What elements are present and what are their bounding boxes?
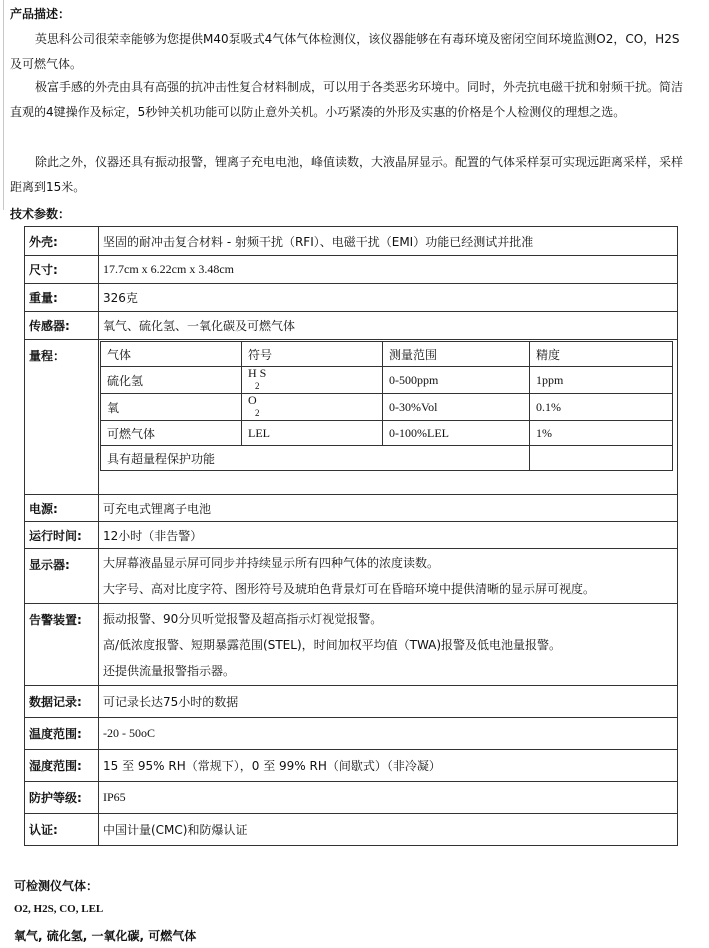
range-header: 精度 bbox=[530, 342, 673, 367]
spec-label: 外壳: bbox=[25, 227, 99, 256]
gas-names: 氧气, 硫化氢, 一氧化碳, 可燃气体 bbox=[14, 929, 197, 943]
spec-value: 坚固的耐冲击复合材料 - 射频干扰（RFI）、电磁干扰（EMI）功能已经测试并批准 bbox=[99, 227, 678, 256]
spec-label: 量程： bbox=[25, 340, 99, 495]
range-row bbox=[101, 394, 673, 421]
alarm-line: 振动报警、90分贝听觉报警及超高指示灯视觉报警。 bbox=[103, 611, 383, 626]
spec-row-protection bbox=[25, 782, 678, 814]
spec-value: 中国计量(CMC)和防爆认证 bbox=[99, 814, 678, 846]
range-row bbox=[101, 367, 673, 394]
spec-table bbox=[24, 226, 678, 846]
spec-label: 重量: bbox=[25, 284, 99, 312]
spec-label: 显示器: bbox=[25, 549, 99, 604]
product-description-heading: 产品描述： bbox=[10, 7, 71, 21]
spec-label: 温度范围: bbox=[25, 718, 99, 750]
spec-label: 尺寸: bbox=[25, 256, 99, 284]
range-accuracy: 1ppm bbox=[530, 367, 673, 394]
product-paragraph-1: 英思科公司很荣幸能够为您提供M40泵吸式4气体气体检测仪，该仪器能够在有毒环境及密闭空间环境监测O2，CO，H2S及可燃气体。 bbox=[10, 32, 680, 71]
range-gas: 氧 bbox=[101, 394, 242, 421]
range-gas: 可燃气体 bbox=[101, 421, 242, 446]
range-header: 符号 bbox=[242, 342, 383, 367]
spec-value: 17.7cm x 6.22cm x 3.48cm bbox=[99, 256, 678, 284]
range-symbol: H S 2 bbox=[242, 367, 383, 394]
detectable-gases-heading: 可检测仪气体： bbox=[14, 879, 99, 893]
range-header-row bbox=[101, 342, 673, 367]
range-note-row bbox=[101, 446, 673, 471]
spec-row-power bbox=[25, 495, 678, 522]
spec-row-cert bbox=[25, 814, 678, 846]
product-paragraph-3: 除此之外，仪器还具有振动报警，锂离子充电电池，峰值读数，大液晶屏显示。配置的气体采样泵可实现远距离采样，采样距离到15米。 bbox=[10, 155, 684, 194]
range-value: 0-30%Vol bbox=[383, 394, 530, 421]
spec-value: 氧气、硫化氢、一氧化碳及可燃气体 bbox=[99, 312, 678, 340]
spec-label: 电源: bbox=[25, 495, 99, 522]
spec-row-weight bbox=[25, 284, 678, 312]
spec-row-alarm bbox=[25, 604, 678, 686]
spec-value: 可记录长达75小时的数据 bbox=[99, 686, 678, 718]
spec-row-humidity bbox=[25, 750, 678, 782]
spec-value: -20 - 50oC bbox=[99, 718, 678, 750]
spec-label: 防护等级: bbox=[25, 782, 99, 814]
spec-value: 15 至 95% RH（常规下），0 至 99% RH（间歇式）（非冷凝） bbox=[99, 750, 678, 782]
product-paragraph-2: 极富手感的外壳由具有高强的抗冲击性复合材料制成，可以用于各类恶劣环境中。同时，外壳抗电磁干扰和射频干扰。简洁直观的4键操作及标定，5秒钟关机功能可以防止意外关机。小巧紧凑的外形及实惠的价格是个人检测仪的理想之选。 bbox=[10, 80, 684, 119]
range-header: 测量范围 bbox=[383, 342, 530, 367]
spec-row-sensors bbox=[25, 312, 678, 340]
range-value: 0-500ppm bbox=[383, 367, 530, 394]
spec-row-temp bbox=[25, 718, 678, 750]
range-value: 0-100%LEL bbox=[383, 421, 530, 446]
range-note-empty bbox=[530, 446, 673, 471]
display-line: 大屏幕液晶显示屏可同步并持续显示所有四种气体的浓度读数。 bbox=[103, 556, 440, 570]
range-row bbox=[101, 421, 673, 446]
gas-codes: O2, H2S, CO, LEL bbox=[14, 903, 104, 915]
spec-label: 传感器: bbox=[25, 312, 99, 340]
spec-row-range bbox=[25, 340, 678, 495]
range-note: 具有超量程保护功能 bbox=[101, 446, 530, 471]
spec-label: 告警装置: bbox=[25, 604, 99, 686]
alarm-line: 还提供流量报警指示器。 bbox=[103, 663, 236, 678]
range-accuracy: 0.1% bbox=[530, 394, 673, 421]
spec-label: 运行时间: bbox=[25, 522, 99, 549]
spec-label: 数据记录: bbox=[25, 686, 99, 718]
spec-row-runtime bbox=[25, 522, 678, 549]
range-accuracy: 1% bbox=[530, 421, 673, 446]
range-header: 气体 bbox=[101, 342, 242, 367]
left-border-line bbox=[3, 0, 4, 210]
spec-label: 湿度范围: bbox=[25, 750, 99, 782]
alarm-line: 高/低浓度报警、短期暴露范围(STEL)，时间加权平均值（TWA)报警及低电池量报警。 bbox=[103, 637, 562, 652]
display-line: 大字号、高对比度字符、图形符号及琥珀色背景灯可在昏暗环境中提供清晰的显示屏可视度。 bbox=[103, 582, 596, 596]
spec-value: 326克 bbox=[99, 284, 678, 312]
range-symbol: O 2 bbox=[242, 394, 383, 421]
spec-row-size bbox=[25, 256, 678, 284]
spec-value: 可充电式锂离子电池 bbox=[99, 495, 678, 522]
spec-row-datalog bbox=[25, 686, 678, 718]
spec-row-display bbox=[25, 549, 678, 604]
spec-value: IP65 bbox=[99, 782, 678, 814]
range-table bbox=[100, 341, 673, 471]
spec-value: 12小时（非告警） bbox=[99, 522, 678, 549]
tech-params-heading: 技术参数： bbox=[10, 207, 71, 221]
spec-label: 认证: bbox=[25, 814, 99, 846]
spec-row-housing bbox=[25, 227, 678, 256]
range-gas: 硫化氢 bbox=[101, 367, 242, 394]
range-symbol: LEL bbox=[242, 421, 383, 446]
